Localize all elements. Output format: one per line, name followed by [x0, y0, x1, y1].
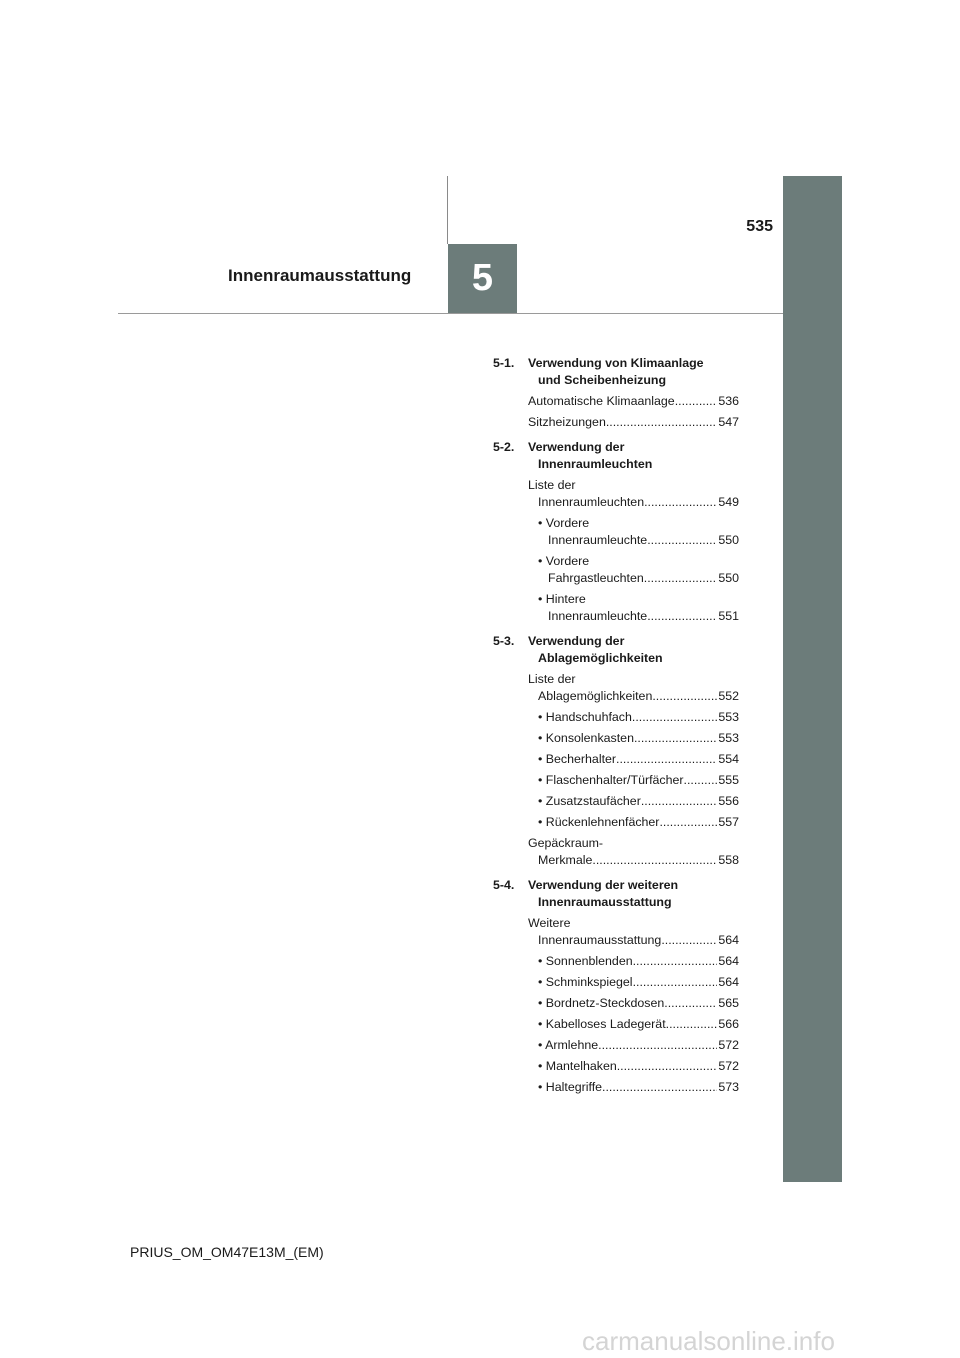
entry-text-line: Weitere — [528, 916, 571, 930]
toc-section-heading[interactable] — [493, 439, 739, 473]
toc-subentry[interactable] — [528, 1037, 739, 1054]
section-title — [528, 633, 663, 667]
dot-leader — [659, 814, 717, 831]
dot-leader — [664, 995, 717, 1012]
entry-title: Innenraumleuchte — [548, 533, 648, 547]
chapter-number: 5 — [471, 257, 494, 299]
toc-section — [493, 877, 739, 1096]
dot-leader — [641, 793, 717, 810]
toc-subentry[interactable] — [528, 1058, 739, 1075]
dot-leader — [633, 974, 718, 991]
header-vertical-divider — [447, 176, 448, 244]
toc-subentry[interactable] — [528, 1016, 739, 1033]
toc-subentry[interactable] — [528, 953, 739, 970]
entry-page-number: 536 — [718, 394, 739, 408]
entry-title: • Armlehne — [538, 1038, 599, 1052]
chapter-tab-bar — [783, 176, 842, 1182]
section-number: 5-1. — [493, 356, 515, 370]
header-horizontal-divider — [118, 313, 783, 314]
entry-page-number: 551 — [718, 609, 739, 623]
section-title-line: Innenraumausstattung — [538, 895, 672, 909]
dot-leader — [652, 688, 717, 705]
entry-title: Fahrgastleuchten — [548, 571, 644, 585]
toc-entry[interactable] — [528, 835, 739, 869]
table-of-contents — [493, 355, 739, 1096]
entry-title: Innenraumausstattung — [538, 933, 662, 947]
entry-title: Ablagemöglichkeiten — [538, 689, 653, 703]
toc-subentry[interactable] — [528, 751, 739, 768]
entry-page-number: 553 — [718, 710, 739, 724]
entry-page-number: 549 — [718, 495, 739, 509]
toc-section — [493, 633, 739, 869]
toc-section — [493, 355, 739, 431]
dot-leader — [666, 1016, 718, 1033]
entry-title: • Mantelhaken — [538, 1059, 617, 1073]
entry-title: Innenraumleuchten — [538, 495, 645, 509]
toc-entry[interactable] — [528, 671, 739, 705]
dot-leader — [616, 751, 717, 768]
toc-entry[interactable] — [528, 915, 739, 949]
entry-page-number: 564 — [718, 933, 739, 947]
entry-title: • Rückenlehnenfächer — [538, 815, 660, 829]
chapter-number-badge — [448, 244, 517, 313]
entry-title: Sitzheizungen — [528, 415, 606, 429]
entry-title: Innenraumleuchte — [548, 609, 648, 623]
document-code: PRIUS_OM_OM47E13M_(EM) — [130, 1244, 324, 1260]
entry-page-number: 564 — [718, 975, 739, 989]
entry-page-number: 547 — [718, 415, 739, 429]
section-title-line: Verwendung von Klimaanlage — [528, 356, 704, 370]
dot-leader — [675, 393, 718, 410]
entry-page-number: 564 — [718, 954, 739, 968]
section-title-line: Verwendung der weiteren — [528, 878, 679, 892]
entry-page-number: 565 — [718, 996, 739, 1010]
entry-text-line: • Hintere — [538, 592, 586, 606]
dot-leader — [592, 852, 717, 869]
entry-text-line: Gepäckraum- — [528, 836, 604, 850]
toc-subentry[interactable] — [528, 730, 739, 747]
entry-title: • Handschuhfach — [538, 710, 632, 724]
toc-subentry[interactable] — [528, 974, 739, 991]
dot-leader — [647, 532, 717, 549]
section-title-line: Verwendung der — [528, 440, 625, 454]
entry-page-number: 550 — [718, 533, 739, 547]
dot-leader — [644, 494, 717, 511]
page-number: 535 — [746, 218, 773, 235]
toc-section-heading[interactable] — [493, 355, 739, 389]
dot-leader — [647, 608, 717, 625]
dot-leader — [634, 730, 717, 747]
toc-subentry[interactable] — [528, 995, 739, 1012]
toc-section-heading[interactable] — [493, 877, 739, 911]
dot-leader — [602, 1079, 717, 1096]
toc-subentry[interactable] — [528, 1079, 739, 1096]
toc-section — [493, 439, 739, 625]
section-number: 5-3. — [493, 634, 515, 648]
section-title — [528, 439, 652, 473]
entry-page-number: 553 — [718, 731, 739, 745]
dot-leader — [617, 1058, 718, 1075]
toc-subentry[interactable] — [528, 515, 739, 549]
entry-text-line: • Vordere — [538, 554, 590, 568]
dot-leader — [644, 570, 718, 587]
toc-section-heading[interactable] — [493, 633, 739, 667]
entry-title: Automatische Klimaanlage — [528, 394, 675, 408]
entry-page-number: 572 — [718, 1059, 739, 1073]
toc-subentry[interactable] — [528, 709, 739, 726]
entry-title: • Zusatzstaufächer — [538, 794, 641, 808]
dot-leader — [598, 1037, 717, 1054]
toc-subentry[interactable] — [528, 772, 739, 789]
toc-entry[interactable] — [528, 477, 739, 511]
entry-text-line: • Vordere — [538, 516, 590, 530]
section-title — [528, 355, 704, 389]
dot-leader — [632, 709, 717, 726]
entry-page-number: 552 — [718, 689, 739, 703]
entry-title: • Konsolenkasten — [538, 731, 634, 745]
entry-title: • Bordnetz-Steckdosen — [538, 996, 665, 1010]
toc-subentry[interactable] — [528, 553, 739, 587]
section-title-line: und Scheibenheizung — [538, 373, 667, 387]
dot-leader — [633, 953, 718, 970]
entry-page-number: 554 — [718, 752, 739, 766]
dot-leader — [606, 414, 717, 431]
entry-page-number: 572 — [718, 1038, 739, 1052]
toc-entry[interactable] — [528, 393, 739, 410]
entry-page-number: 557 — [718, 815, 739, 829]
entry-page-number: 566 — [718, 1017, 739, 1031]
entry-page-number: 558 — [718, 853, 739, 867]
entry-title: • Schminkspiegel — [538, 975, 633, 989]
entry-page-number: 550 — [718, 571, 739, 585]
section-title-line: Innenraumleuchten — [538, 457, 653, 471]
entry-page-number: 573 — [718, 1080, 739, 1094]
section-title-line: Ablagemöglichkeiten — [538, 651, 663, 665]
watermark: carmanualsonline.info — [582, 1326, 835, 1356]
entry-page-number: 556 — [718, 794, 739, 808]
entry-page-number: 555 — [718, 773, 739, 787]
chapter-title: Innenraumausstattung — [228, 266, 412, 285]
entry-title: Merkmale — [538, 853, 593, 867]
toc-subentry[interactable] — [528, 591, 739, 625]
section-title-line: Verwendung der — [528, 634, 625, 648]
toc-subentry[interactable] — [528, 793, 739, 810]
toc-entry[interactable] — [528, 414, 739, 431]
entry-title: • Haltegriffe — [538, 1080, 603, 1094]
dot-leader — [661, 932, 717, 949]
section-number: 5-4. — [493, 878, 515, 892]
entry-title: • Sonnenblenden — [538, 954, 633, 968]
entry-title: • Kabelloses Ladegerät — [538, 1017, 666, 1031]
dot-leader — [684, 772, 718, 789]
entry-title: • Flaschenhalter/Türfächer — [538, 773, 684, 787]
toc-subentry[interactable] — [528, 814, 739, 831]
entry-text-line: Liste der — [528, 478, 576, 492]
section-number: 5-2. — [493, 440, 515, 454]
section-title — [528, 877, 678, 911]
entry-title: • Becherhalter — [538, 752, 617, 766]
entry-text-line: Liste der — [528, 672, 576, 686]
